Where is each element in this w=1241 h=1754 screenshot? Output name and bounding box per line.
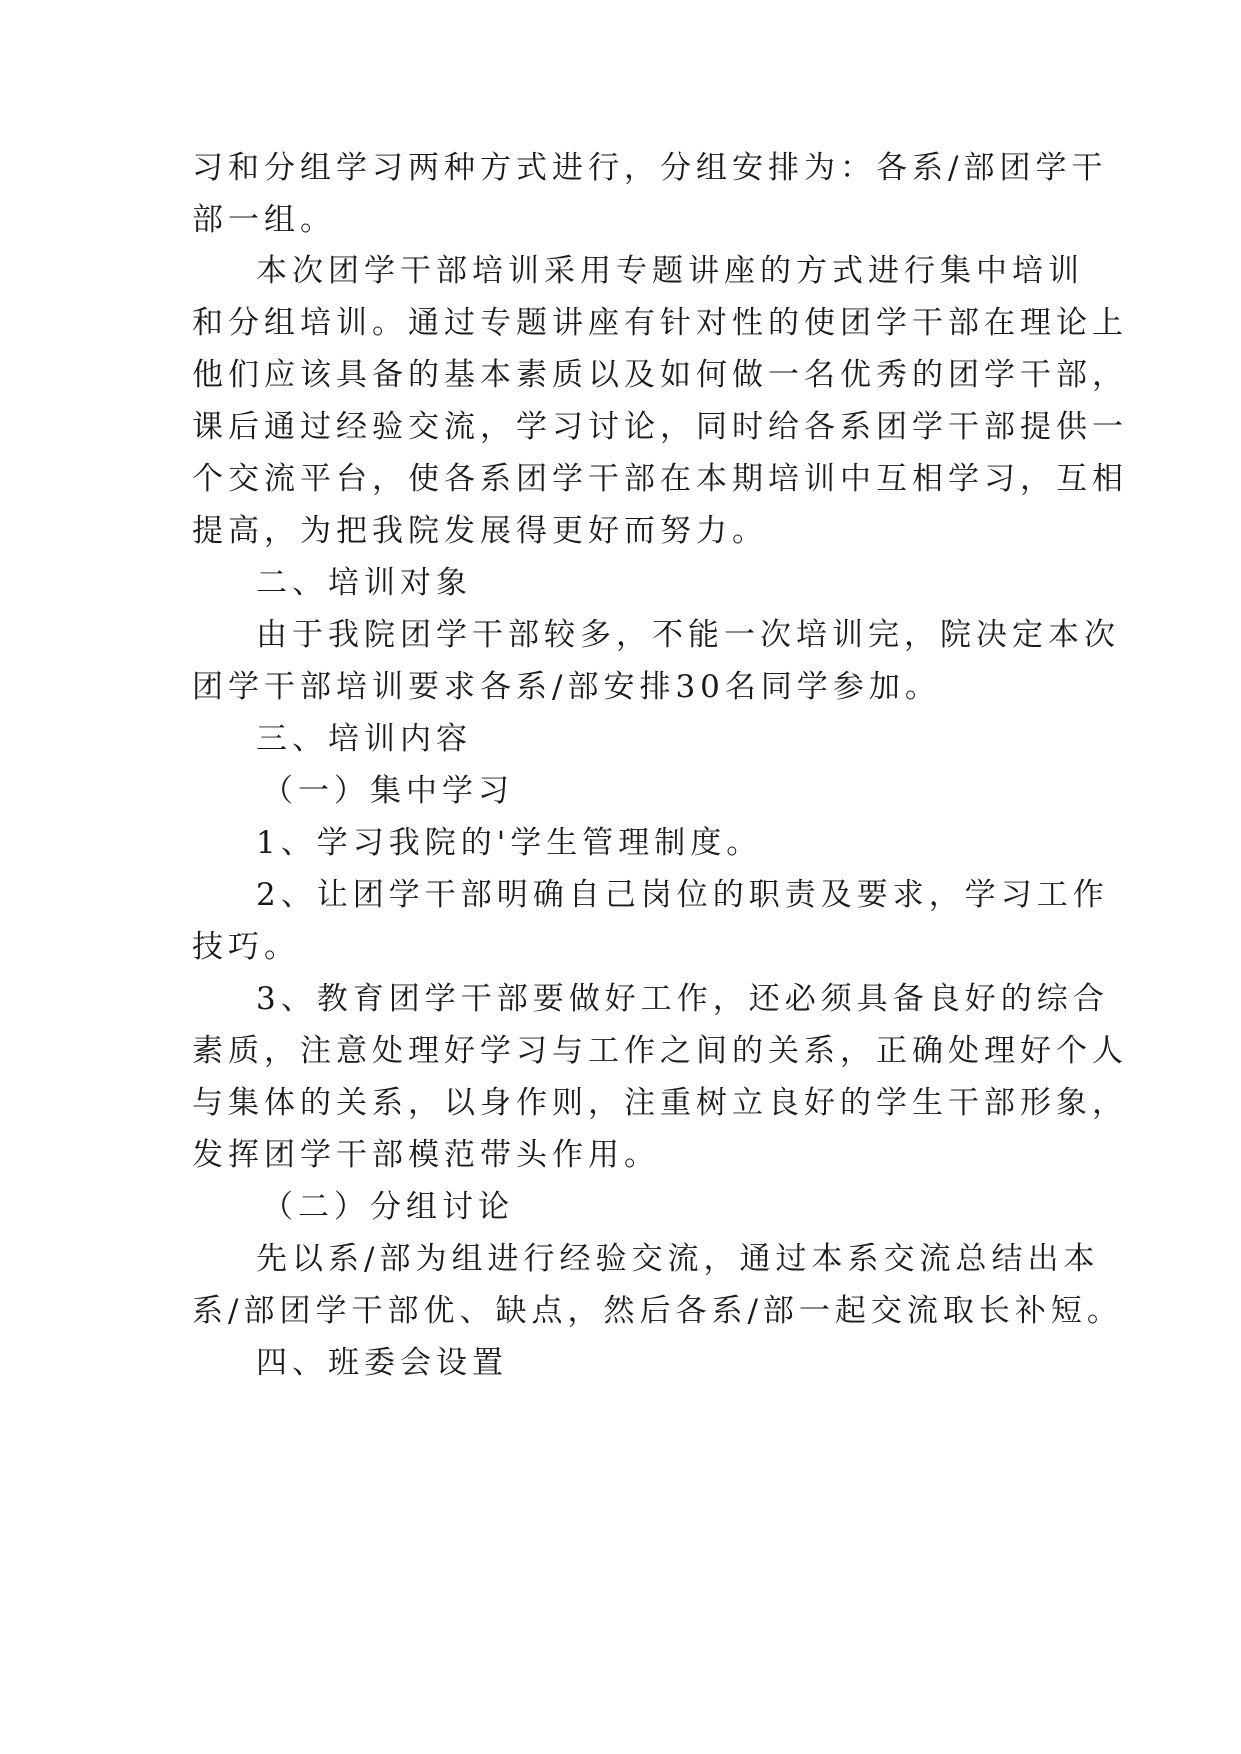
body-line: 技巧。 <box>192 929 300 965</box>
body-line: 提高，为把我院发展得更好而努力。 <box>192 513 768 549</box>
body-line: 系/部团学干部优、缺点，然后各系/部一起交流取长补短。 <box>192 1293 1123 1329</box>
section-heading: 四、班委会设置 <box>256 1345 508 1381</box>
body-line: 和分组培训。通过专题讲座有针对性的使团学干部在理论上 <box>192 305 1128 341</box>
body-line: 习和分组学习两种方式进行，分组安排为：各系/部团学干 <box>192 150 1108 186</box>
body-line: 发挥团学干部模范带头作用。 <box>192 1137 660 1173</box>
list-item: 2、让团学干部明确自己岗位的职责及要求，学习工作 <box>256 877 1109 913</box>
paragraph-first-line: 由于我院团学干部较多，不能一次培训完，院决定本次 <box>256 617 1120 653</box>
paragraph-first-line: 先以系/部为组进行经验交流，通过本系交流总结出本 <box>256 1241 1100 1277</box>
list-item: 1、学习我院的'学生管理制度。 <box>256 825 763 861</box>
subsection-heading: （一）集中学习 <box>262 773 514 809</box>
body-line: 他们应该具备的基本素质以及如何做一名优秀的团学干部， <box>192 357 1128 393</box>
body-line: 团学干部培训要求各系/部安排30名同学参加。 <box>192 669 941 705</box>
body-line: 个交流平台，使各系团学干部在本期培训中互相学习，互相 <box>192 461 1128 497</box>
body-line: 课后通过经验交流，学习讨论，同时给各系团学干部提供一 <box>192 409 1128 445</box>
section-heading: 二、培训对象 <box>256 565 472 601</box>
body-line: 与集体的关系，以身作则，注重树立良好的学生干部形象， <box>192 1085 1128 1121</box>
body-line: 素质，注意处理好学习与工作之间的关系，正确处理好个人 <box>192 1033 1128 1069</box>
body-line: 部一组。 <box>192 202 336 238</box>
subsection-heading: （二）分组讨论 <box>262 1189 514 1225</box>
paragraph-first-line: 本次团学干部培训采用专题讲座的方式进行集中培训 <box>256 253 1084 289</box>
list-item: 3、教育团学干部要做好工作，还必须具备良好的综合 <box>256 981 1109 1017</box>
section-heading: 三、培训内容 <box>256 721 472 757</box>
